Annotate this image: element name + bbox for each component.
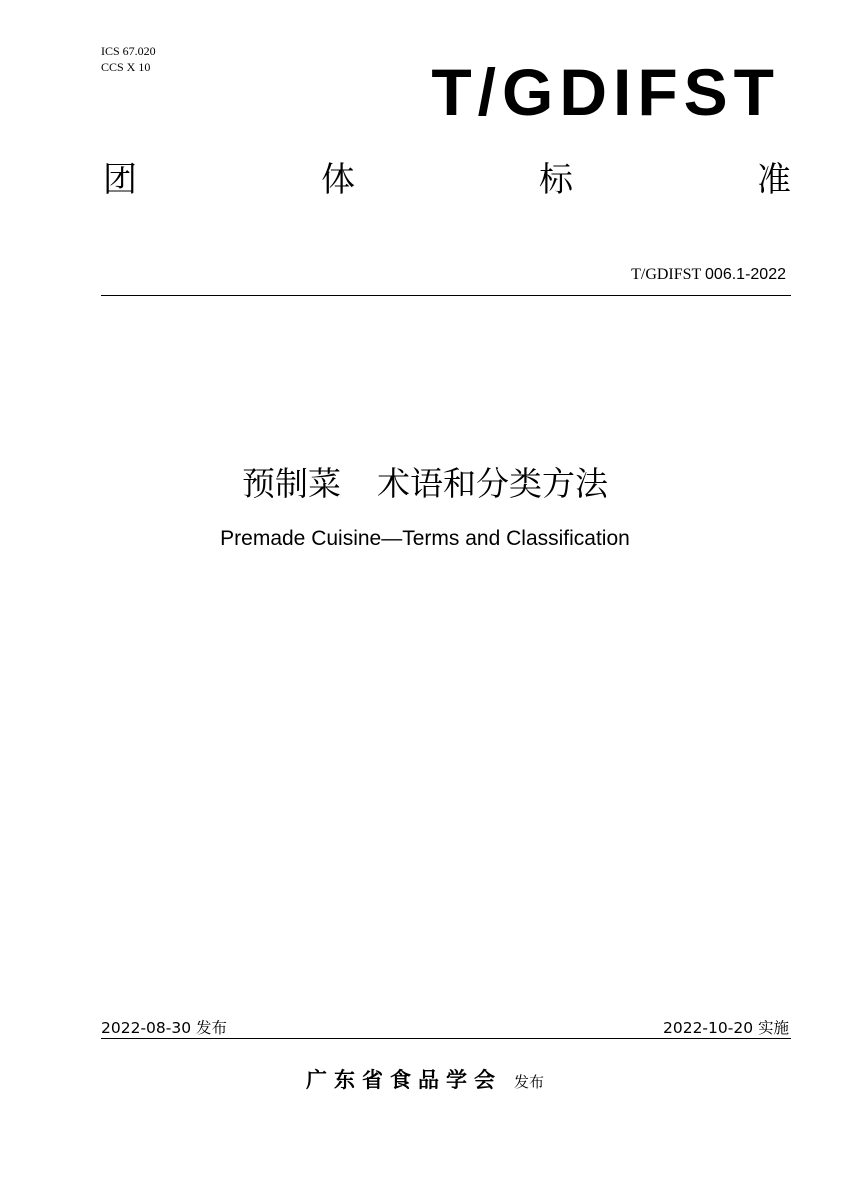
- title-chinese: [0, 460, 850, 508]
- publisher: [0, 1064, 850, 1094]
- publisher-label: 发布: [513, 1073, 544, 1091]
- title-main: 预制菜: [242, 464, 341, 503]
- standard-number: [631, 266, 786, 284]
- title-sub: 术语和分类方法: [377, 464, 608, 503]
- publisher-name: 广东省食品学会: [305, 1068, 502, 1092]
- standard-type-char: 标: [539, 160, 573, 200]
- bottom-divider: [101, 1038, 791, 1039]
- standard-logo: T/GDIFST: [431, 55, 780, 129]
- standard-number-value: 006.1-2022: [705, 266, 786, 283]
- ics-code: ICS 67.020: [101, 44, 156, 58]
- standard-type-char: 准: [757, 160, 791, 200]
- ccs-code: CCS X 10: [101, 60, 151, 74]
- standard-type-char: 团: [103, 160, 137, 200]
- standard-type: [103, 160, 791, 200]
- publish-date: 2022-08-30 发布: [101, 1019, 228, 1037]
- standard-type-char: 体: [321, 160, 355, 200]
- title-english: Premade Cuisine—Terms and Classification: [220, 527, 630, 550]
- ics-ccs-block: [101, 43, 156, 75]
- top-divider: [101, 295, 791, 296]
- standard-number-prefix: T/GDIFST: [631, 266, 702, 283]
- implement-date: 2022-10-20 实施: [662, 1019, 789, 1037]
